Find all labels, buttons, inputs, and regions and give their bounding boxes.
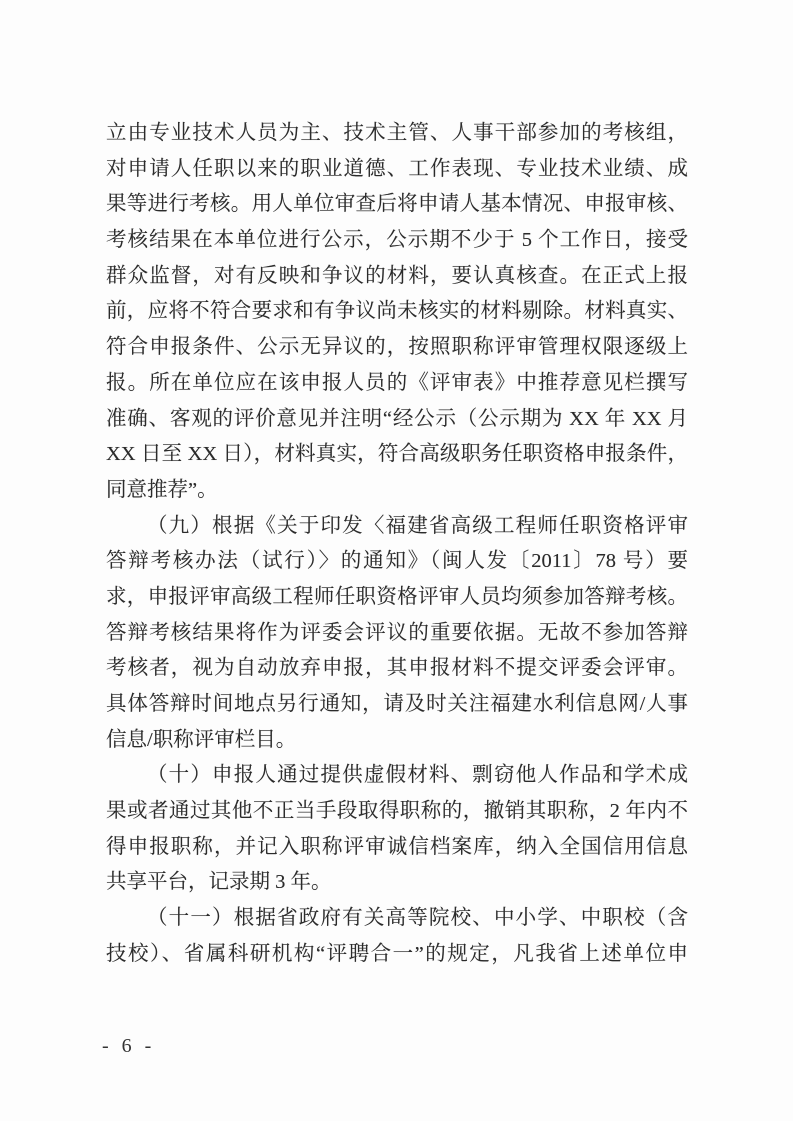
text-line: 得申报职称，并记入职称评审诚信档案库，纳入全国信用信息 <box>106 835 688 858</box>
text-line: 答辩考核结果将作为评委会评议的重要依据。无故不参加答辩 <box>106 621 688 644</box>
text-line: （十）申报人通过提供虚假材料、剽窃他人作品和学术成 <box>147 764 688 787</box>
text-line: 果等进行考核。用人单位审查后将申请人基本情况、申报审核、 <box>106 193 688 216</box>
text-line: XX 日至 XX 日），材料真实，符合高级职务任职资格申报条件， <box>106 443 688 466</box>
paragraph-item-11 <box>106 901 688 972</box>
document-body <box>106 116 688 973</box>
text-line: 信息/职称评审栏目。 <box>106 728 297 751</box>
paragraph-continuation <box>106 116 688 509</box>
text-line: 答辩考核办法（试行）〉的通知》（闽人发〔2011〕78 号）要 <box>106 550 688 573</box>
text-line: 报。所在单位应在该申报人员的《评审表》中推荐意见栏撰写 <box>106 371 688 394</box>
text-line: 符合申报条件、公示无异议的，按照职称评审管理权限逐级上 <box>106 336 688 359</box>
text-line: 对申请人任职以来的职业道德、工作表现、专业技术业绩、成 <box>106 157 688 180</box>
page-number: - 6 - <box>102 1035 156 1057</box>
text-line: （十一）根据省政府有关高等院校、中小学、中职校（含 <box>147 907 688 930</box>
text-line: 共享平台，记录期 3 年。 <box>106 871 332 894</box>
text-line: 考核结果在本单位进行公示，公示期不少于 5 个工作日，接受 <box>106 229 688 252</box>
text-line: 考核者，视为自动放弃申报，其申报材料不提交评委会评审。 <box>106 657 688 680</box>
text-line: 准确、客观的评价意见并注明“经公示（公示期为 XX 年 XX 月 <box>106 407 688 430</box>
paragraph-item-10 <box>106 758 688 901</box>
paragraph-item-9 <box>106 509 688 759</box>
text-line: 前，应将不符合要求和有争议尚未核实的材料剔除。材料真实、 <box>106 300 688 323</box>
text-line: 具体答辩时间地点另行通知，请及时关注福建水利信息网/人事 <box>106 693 688 715</box>
text-line: 同意推荐”。 <box>106 478 218 501</box>
text-line: （九）根据《关于印发〈福建省高级工程师任职资格评审 <box>147 514 688 537</box>
text-line: 求，申报评审高级工程师任职资格评审人员均须参加答辩考核。 <box>106 585 688 608</box>
text-line: 果或者通过其他不正当手段取得职称的，撤销其职称，2 年内不 <box>106 800 688 823</box>
text-line: 技校）、省属科研机构“评聘合一”的规定，凡我省上述单位申 <box>106 942 688 965</box>
text-line: 立由专业技术人员为主、技术主管、人事干部参加的考核组， <box>106 122 688 144</box>
text-line: 群众监督，对有反映和争议的材料，要认真核查。在正式上报 <box>106 264 688 287</box>
